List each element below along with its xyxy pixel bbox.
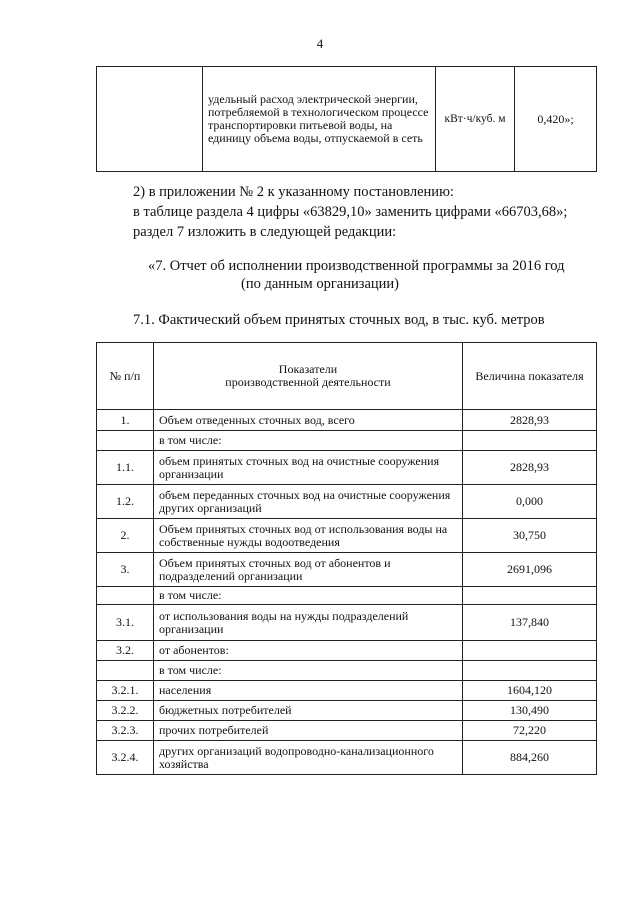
table-row: [97, 410, 597, 431]
table-row: [97, 605, 597, 641]
row-number: [97, 661, 154, 681]
data-table: [96, 342, 597, 775]
indicator-value: 2828,93: [463, 451, 597, 485]
row-number: [97, 431, 154, 451]
subsection-title: 7.1. Фактический объем принятых сточных вод, в тыс. куб. метров: [133, 312, 545, 328]
value-cell: 0,420»;: [515, 67, 597, 172]
indicator-value: 884,260: [463, 741, 597, 775]
row-number: 3.2.4.: [97, 741, 154, 775]
indicator-value: [463, 431, 597, 451]
indicator-name: Объем принятых сточных вод от использования воды на собственные нужды водоотведения: [154, 519, 463, 553]
indicator-name: объем переданных сточных вод на очистные сооружения других организаций: [154, 485, 463, 519]
row-number: 3.: [97, 553, 154, 587]
indicator-value: 130,490: [463, 701, 597, 721]
indicator-value: 30,750: [463, 519, 597, 553]
table-row: [97, 721, 597, 741]
table-row: [97, 431, 597, 451]
indicator-value: [463, 587, 597, 605]
paragraph: раздел 7 изложить в следующей редакции:: [133, 224, 397, 240]
indicator-name: объем принятых сточных вод на очистные сооружения организации: [154, 451, 463, 485]
indicator-name: прочих потребителей: [154, 721, 463, 741]
indicator-name: в том числе:: [154, 587, 463, 605]
indicator-value: [463, 641, 597, 661]
row-number: 1.2.: [97, 485, 154, 519]
indicator-name: Объем отведенных сточных вод, всего: [154, 410, 463, 431]
row-number: 3.2.2.: [97, 701, 154, 721]
table-header-row: [97, 343, 597, 410]
section-subtitle: (по данным организации): [240, 276, 399, 292]
header-number: № п/п: [97, 343, 154, 410]
table-row: [97, 641, 597, 661]
indicator-name: от абонентов:: [154, 641, 463, 661]
section-title: «7. Отчет об исполнении производственной программы за 2016 год: [148, 258, 565, 274]
indicator-name: от использования воды на нужды подразделений организации: [154, 605, 463, 641]
table-row: [97, 67, 597, 172]
indicator-name: удельный расход электрической энергии, потребляемой в технологическом процессе транспортировки питьевой воды, на единицу объема воды, отпускаемой в сеть: [203, 67, 436, 172]
indicator-name: в том числе:: [154, 661, 463, 681]
indicator-name: других организаций водопроводно-канализационного хозяйства: [154, 741, 463, 775]
row-number: 1.: [97, 410, 154, 431]
table-row: [97, 587, 597, 605]
indicator-value: 2828,93: [463, 410, 597, 431]
table-row: [97, 519, 597, 553]
indicator-name: Объем принятых сточных вод от абонентов и подразделений организации: [154, 553, 463, 587]
header-value: Величина показателя: [463, 343, 597, 410]
row-number: 1.1.: [97, 451, 154, 485]
unit-cell: кВт·ч/куб. м: [436, 67, 515, 172]
continued-table: [96, 66, 597, 172]
header-indicators-line2: производственной деятельности: [225, 375, 391, 389]
indicator-value: 72,220: [463, 721, 597, 741]
header-indicators: [154, 343, 463, 410]
table-row: [97, 485, 597, 519]
table-row: [97, 553, 597, 587]
row-number: 3.2.3.: [97, 721, 154, 741]
indicator-name: в том числе:: [154, 431, 463, 451]
table-row: [97, 451, 597, 485]
indicator-value: [463, 661, 597, 681]
indicator-value: 2691,096: [463, 553, 597, 587]
row-number: [97, 67, 203, 172]
indicator-value: 137,840: [463, 605, 597, 641]
page-number: 4: [316, 36, 324, 51]
indicator-value: 0,000: [463, 485, 597, 519]
row-number: 3.1.: [97, 605, 154, 641]
row-number: [97, 587, 154, 605]
header-indicators-line1: Показатели: [278, 362, 338, 376]
paragraph: в таблице раздела 4 цифры «63829,10» заменить цифрами «66703,68»;: [133, 204, 568, 220]
indicator-value: 1604,120: [463, 681, 597, 701]
row-number: 3.2.: [97, 641, 154, 661]
table-row: [97, 741, 597, 775]
indicator-name: населения: [154, 681, 463, 701]
indicator-name: бюджетных потребителей: [154, 701, 463, 721]
table-row: [97, 701, 597, 721]
table-row: [97, 661, 597, 681]
row-number: 3.2.1.: [97, 681, 154, 701]
paragraph: 2) в приложении № 2 к указанному постановлению:: [133, 184, 454, 200]
table-row: [97, 681, 597, 701]
row-number: 2.: [97, 519, 154, 553]
